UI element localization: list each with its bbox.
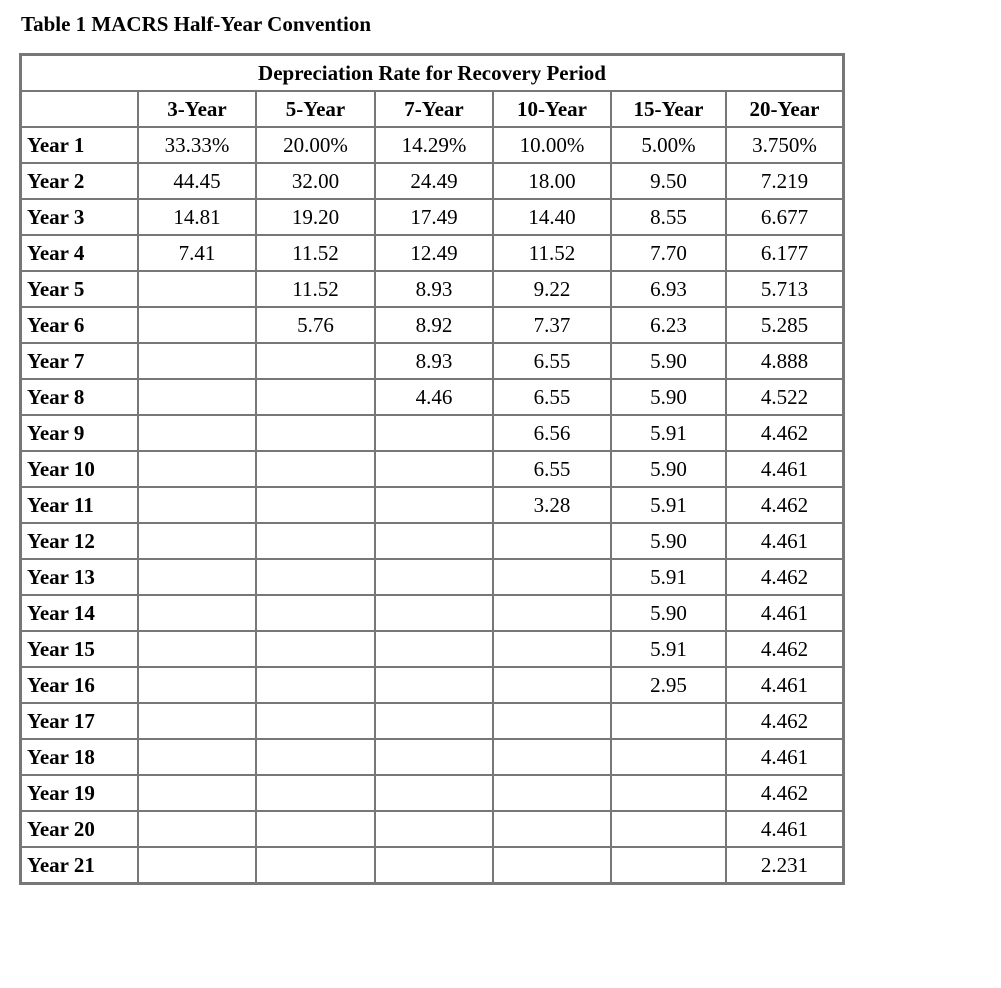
table-cell: 2.231 [726, 847, 843, 883]
table-cell [375, 559, 493, 595]
table-cell [138, 523, 256, 559]
table-row [21, 739, 843, 775]
table-cell: 3.28 [493, 487, 611, 523]
table-cell [493, 559, 611, 595]
table-cell [375, 739, 493, 775]
table-cell: 6.55 [493, 379, 611, 415]
table-cell [138, 451, 256, 487]
table-row [21, 631, 843, 667]
table-cell: 5.91 [611, 415, 726, 451]
table-body [21, 127, 843, 883]
table-cell: 4.461 [726, 667, 843, 703]
row-label: Year 18 [21, 739, 138, 775]
corner-header-cell [21, 91, 138, 127]
row-label: Year 6 [21, 307, 138, 343]
row-label: Year 8 [21, 379, 138, 415]
table-cell: 4.888 [726, 343, 843, 379]
row-label: Year 5 [21, 271, 138, 307]
row-label: Year 1 [21, 127, 138, 163]
row-label: Year 21 [21, 847, 138, 883]
table-cell: 6.23 [611, 307, 726, 343]
table-cell: 7.41 [138, 235, 256, 271]
table-cell [375, 775, 493, 811]
table-cell: 4.461 [726, 811, 843, 847]
table-cell: 6.177 [726, 235, 843, 271]
table-cell [138, 811, 256, 847]
table-cell: 2.95 [611, 667, 726, 703]
table-row [21, 595, 843, 631]
table-row [21, 163, 843, 199]
table-cell [611, 847, 726, 883]
table-row [21, 811, 843, 847]
table-cell [611, 775, 726, 811]
table-cell: 4.462 [726, 415, 843, 451]
table-cell [256, 451, 375, 487]
table-cell [375, 523, 493, 559]
table-cell [138, 379, 256, 415]
table-cell [256, 703, 375, 739]
row-label: Year 7 [21, 343, 138, 379]
table-cell [138, 703, 256, 739]
table-cell: 44.45 [138, 163, 256, 199]
table-row [21, 775, 843, 811]
table-cell: 7.219 [726, 163, 843, 199]
column-header-10-year: 10-Year [493, 91, 611, 127]
table-row [21, 451, 843, 487]
row-label: Year 10 [21, 451, 138, 487]
table-cell: 8.92 [375, 307, 493, 343]
table-cell: 6.677 [726, 199, 843, 235]
table-cell: 32.00 [256, 163, 375, 199]
table-cell: 14.81 [138, 199, 256, 235]
table-cell: 6.93 [611, 271, 726, 307]
row-label: Year 12 [21, 523, 138, 559]
column-header-5-year: 5-Year [256, 91, 375, 127]
table-cell [493, 595, 611, 631]
table-cell: 8.93 [375, 271, 493, 307]
column-header-3-year: 3-Year [138, 91, 256, 127]
row-label: Year 3 [21, 199, 138, 235]
table-cell: 3.750% [726, 127, 843, 163]
table-cell [138, 631, 256, 667]
table-cell: 4.462 [726, 631, 843, 667]
table-cell [375, 487, 493, 523]
row-label: Year 19 [21, 775, 138, 811]
table-cell [256, 379, 375, 415]
table-cell [611, 811, 726, 847]
table-cell: 8.55 [611, 199, 726, 235]
table-cell [375, 415, 493, 451]
table-cell: 4.462 [726, 703, 843, 739]
table-cell: 5.91 [611, 559, 726, 595]
column-header-20-year: 20-Year [726, 91, 843, 127]
table-cell: 4.462 [726, 487, 843, 523]
table-cell [611, 703, 726, 739]
table-cell: 5.76 [256, 307, 375, 343]
table-cell: 9.22 [493, 271, 611, 307]
table-cell [256, 415, 375, 451]
table-row [21, 343, 843, 379]
table-cell: 11.52 [256, 235, 375, 271]
table-row [21, 199, 843, 235]
table-row [21, 847, 843, 883]
table-cell: 10.00% [493, 127, 611, 163]
table-cell: 5.91 [611, 487, 726, 523]
table-cell [138, 271, 256, 307]
table-row [21, 379, 843, 415]
table-cell [375, 811, 493, 847]
table-cell [138, 775, 256, 811]
table-cell [138, 595, 256, 631]
table-cell: 33.33% [138, 127, 256, 163]
row-label: Year 4 [21, 235, 138, 271]
table-cell: 4.46 [375, 379, 493, 415]
table-cell [493, 523, 611, 559]
table-cell: 6.55 [493, 343, 611, 379]
table-cell: 4.462 [726, 775, 843, 811]
column-header-7-year: 7-Year [375, 91, 493, 127]
column-header-row [21, 91, 843, 127]
column-header-15-year: 15-Year [611, 91, 726, 127]
row-label: Year 13 [21, 559, 138, 595]
table-cell: 7.70 [611, 235, 726, 271]
table-cell [375, 595, 493, 631]
table-cell: 4.461 [726, 523, 843, 559]
table-cell: 24.49 [375, 163, 493, 199]
table-cell [138, 739, 256, 775]
table-row [21, 271, 843, 307]
table-cell: 5.90 [611, 379, 726, 415]
row-label: Year 20 [21, 811, 138, 847]
table-cell [493, 631, 611, 667]
table-cell [493, 775, 611, 811]
table-cell: 14.40 [493, 199, 611, 235]
table-cell: 11.52 [493, 235, 611, 271]
table-cell [256, 559, 375, 595]
table-row [21, 667, 843, 703]
table-cell [375, 667, 493, 703]
table-cell: 4.522 [726, 379, 843, 415]
table-row [21, 127, 843, 163]
table-cell: 6.55 [493, 451, 611, 487]
table-cell [256, 343, 375, 379]
table-cell [138, 343, 256, 379]
table-cell: 5.90 [611, 451, 726, 487]
table-cell [138, 847, 256, 883]
table-cell: 7.37 [493, 307, 611, 343]
row-label: Year 15 [21, 631, 138, 667]
table-cell: 5.713 [726, 271, 843, 307]
table-cell: 5.90 [611, 523, 726, 559]
table-cell: 17.49 [375, 199, 493, 235]
row-label: Year 16 [21, 667, 138, 703]
row-label: Year 9 [21, 415, 138, 451]
table-cell [138, 487, 256, 523]
macrs-table [20, 54, 844, 884]
table-row [21, 235, 843, 271]
table-cell: 6.56 [493, 415, 611, 451]
table-cell: 18.00 [493, 163, 611, 199]
table-cell: 8.93 [375, 343, 493, 379]
table-cell [493, 847, 611, 883]
table-cell [493, 667, 611, 703]
table-caption: Table 1 MACRS Half-Year Convention [21, 12, 372, 36]
table-cell [611, 739, 726, 775]
table-cell: 9.50 [611, 163, 726, 199]
group-header-row [21, 55, 843, 91]
table-cell: 4.461 [726, 451, 843, 487]
table-cell [256, 631, 375, 667]
table-cell: 20.00% [256, 127, 375, 163]
row-label: Year 17 [21, 703, 138, 739]
table-cell: 4.461 [726, 739, 843, 775]
table-cell: 5.00% [611, 127, 726, 163]
table-cell [256, 739, 375, 775]
table-cell: 4.461 [726, 595, 843, 631]
table-cell [256, 811, 375, 847]
table-cell: 5.91 [611, 631, 726, 667]
table-cell: 5.285 [726, 307, 843, 343]
row-label: Year 14 [21, 595, 138, 631]
table-cell [256, 487, 375, 523]
table-cell: 19.20 [256, 199, 375, 235]
table-cell: 14.29% [375, 127, 493, 163]
table-cell [256, 775, 375, 811]
table-cell [138, 307, 256, 343]
table-row [21, 703, 843, 739]
table-cell [256, 847, 375, 883]
row-label: Year 11 [21, 487, 138, 523]
table-cell [375, 631, 493, 667]
table-cell [138, 415, 256, 451]
table-cell: 4.462 [726, 559, 843, 595]
table-cell [375, 451, 493, 487]
table-cell: 5.90 [611, 595, 726, 631]
table-cell [493, 739, 611, 775]
table-cell [493, 811, 611, 847]
table-cell [375, 703, 493, 739]
group-header: Depreciation Rate for Recovery Period [21, 55, 843, 91]
table-row [21, 415, 843, 451]
table-cell [138, 667, 256, 703]
table-cell [256, 667, 375, 703]
table-row [21, 559, 843, 595]
table-cell [256, 523, 375, 559]
table-cell [493, 703, 611, 739]
table-row [21, 307, 843, 343]
table-cell [256, 595, 375, 631]
table-cell: 12.49 [375, 235, 493, 271]
table-cell [375, 847, 493, 883]
row-label: Year 2 [21, 163, 138, 199]
table-row [21, 523, 843, 559]
table-cell [138, 559, 256, 595]
table-cell: 11.52 [256, 271, 375, 307]
table-cell: 5.90 [611, 343, 726, 379]
table-row [21, 487, 843, 523]
